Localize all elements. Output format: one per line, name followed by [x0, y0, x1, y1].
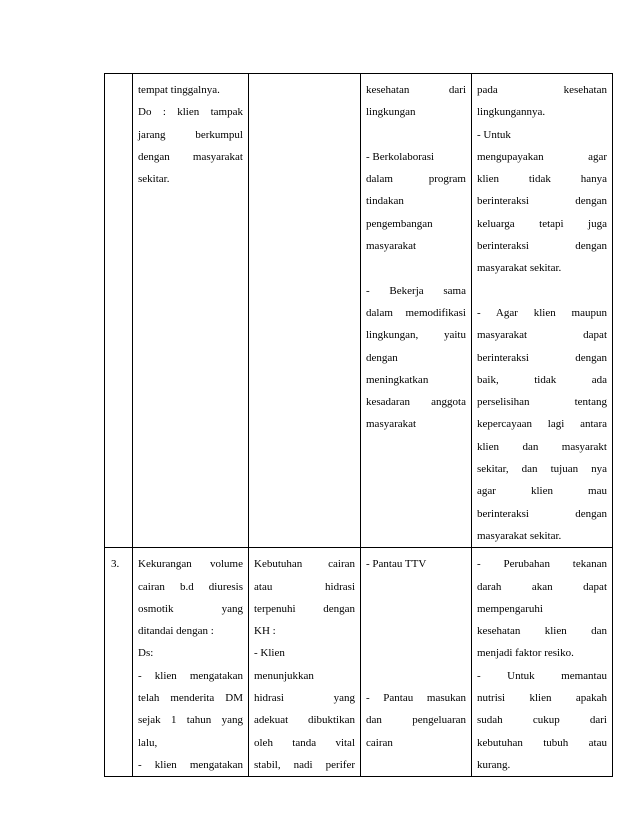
text-line: - klien mengatakan	[138, 669, 243, 682]
text-line: stabil, nadi perifer	[254, 758, 355, 771]
intervention-cell	[361, 74, 472, 548]
text-line: KH :	[254, 625, 276, 638]
text-line: agar klien mau	[477, 485, 607, 498]
text-line: sekitar, dan tujuan nya	[477, 463, 607, 476]
text-line: lalu,	[138, 736, 158, 749]
goal-text	[249, 548, 360, 776]
text-line: cairan	[366, 736, 393, 749]
text-line: pada kesehatan	[477, 84, 607, 96]
intervention-text	[361, 548, 471, 754]
text-line: - Pantau masukan	[366, 692, 466, 705]
text-line: kebutuhan tubuh atau	[477, 736, 607, 749]
text-line: perselisihan tentang	[477, 396, 607, 409]
text-line: nutrisi klien apakah	[477, 692, 607, 705]
text-line: Do : klien tampak	[138, 106, 243, 119]
text-line: menjadi faktor resiko.	[477, 647, 574, 660]
text-line: lingkungan	[366, 106, 416, 119]
number-cell	[105, 548, 133, 777]
text-line: - Pantau TTV	[366, 558, 427, 571]
text-line: dan pengeluaran	[366, 714, 466, 727]
text-line: - klien mengatakan	[138, 758, 243, 771]
text-line: darah akan dapat	[477, 580, 607, 593]
text-line: osmotik yang	[138, 602, 243, 615]
rationale-text	[472, 74, 612, 547]
text-line: terpenuhi dengan	[254, 602, 355, 615]
number-cell	[105, 74, 133, 548]
text-line: - Untuk memantau	[477, 669, 607, 682]
text-line: hidrasi yang	[254, 692, 355, 705]
text-line: berinteraksi dengan	[477, 240, 607, 253]
intervention-text	[361, 74, 471, 436]
text-line: - Untuk	[477, 128, 511, 141]
text-line: - Klien	[254, 647, 285, 660]
text-line: ditandai dengan :	[138, 625, 214, 638]
text-line: dengan	[366, 351, 398, 364]
text-line: pengembangan	[366, 217, 433, 230]
diagnosis-cell	[133, 548, 249, 777]
text-line: - Berkolaborasi	[366, 150, 435, 163]
text-line: dalam program	[366, 173, 466, 186]
text-line: klien tidak hanya	[477, 173, 607, 186]
rationale-text	[472, 548, 612, 776]
text-line: mempengaruhi	[477, 602, 543, 615]
text-line: mengupayakan agar	[477, 150, 607, 163]
rationale-cell	[472, 74, 613, 548]
text-line: kesadaran anggota	[366, 396, 466, 409]
text-line: dengan masyarakat	[138, 150, 243, 163]
text-line: keluarga tetapi juga	[477, 217, 607, 230]
text-line: sekitar.	[138, 173, 170, 186]
text-line: Kekurangan volume	[138, 558, 243, 571]
table-row	[105, 548, 613, 777]
text-line: berinteraksi dengan	[477, 195, 607, 208]
text-line: sudah cukup dari	[477, 714, 607, 727]
text-line: telah menderita DM	[138, 692, 243, 705]
text-line: masyarakat sekitar.	[477, 529, 562, 542]
text-line: Kebutuhan cairan	[254, 558, 355, 571]
text-line: sejak 1 tahun yang	[138, 714, 243, 727]
diagnosis-cell	[133, 74, 249, 548]
text-line: masyarakat dapat	[477, 329, 607, 342]
text-line: kurang.	[477, 758, 511, 771]
rationale-cell	[472, 548, 613, 777]
table-row	[105, 74, 613, 548]
text-line: Ds:	[138, 647, 154, 660]
intervention-cell	[361, 548, 472, 777]
text-line: tempat tinggalnya.	[138, 84, 220, 96]
text-line: cairan b.d diuresis	[138, 580, 243, 593]
text-line: masyarakat	[366, 418, 417, 431]
text-line: masyarakat	[366, 240, 417, 253]
text-line: berinteraksi dengan	[477, 351, 607, 364]
text-line: baik, tidak ada	[477, 373, 607, 386]
goal-cell	[249, 548, 361, 777]
text-line: berinteraksi dengan	[477, 507, 607, 520]
text-line: meningkatkan	[366, 373, 429, 386]
text-line: masyarakat sekitar.	[477, 262, 562, 275]
text-line: atau hidrasi	[254, 580, 355, 593]
diagnosis-text	[133, 548, 248, 776]
text-line: jarang berkumpul	[138, 128, 243, 141]
goal-cell	[249, 74, 361, 548]
text-line: kesehatan dari	[366, 84, 466, 96]
text-line: menunjukkan	[254, 669, 314, 682]
text-line: - Agar klien maupun	[477, 306, 607, 319]
text-line: dalam memodifikasi	[366, 306, 466, 319]
diagnosis-text	[133, 74, 248, 190]
text-line: - Bekerja sama	[366, 284, 466, 297]
text-line: lingkungannya.	[477, 106, 546, 119]
text-line: kepercayaan lagi antara	[477, 418, 607, 431]
text-line: klien dan masyarakt	[477, 440, 607, 453]
nursing-care-plan-table	[104, 73, 613, 777]
text-line: tindakan	[366, 195, 404, 208]
text-line: - Perubahan tekanan	[477, 558, 607, 571]
text-line: oleh tanda vital	[254, 736, 355, 749]
row-number: 3.	[111, 558, 120, 571]
text-line: adekuat dibuktikan	[254, 714, 355, 727]
text-line: kesehatan klien dan	[477, 625, 607, 638]
text-line: lingkungan, yaitu	[366, 329, 466, 342]
